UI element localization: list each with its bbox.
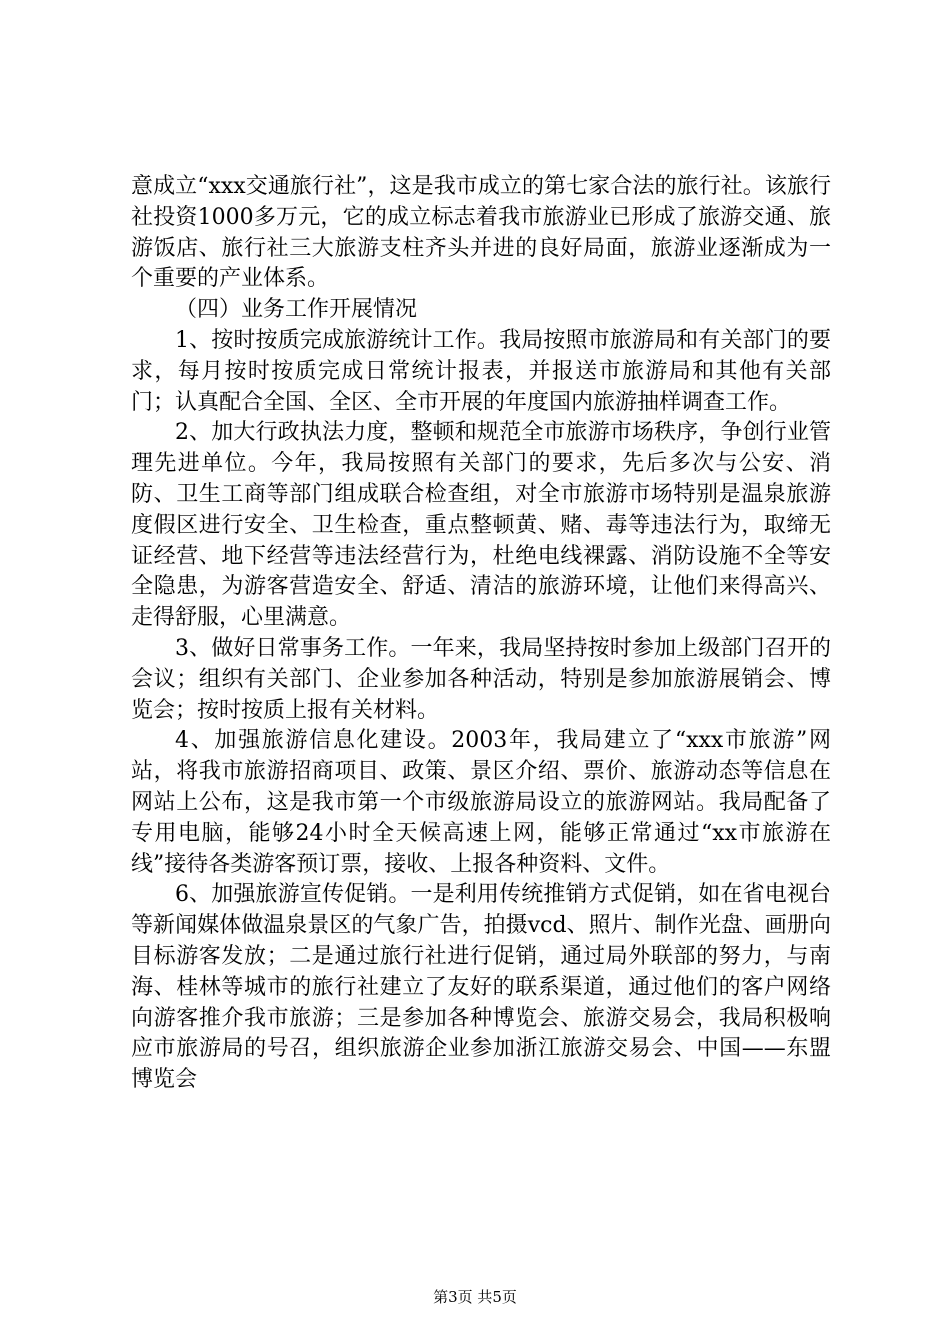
page-footer: 第3页 共5页 <box>433 1288 517 1306</box>
section-heading: （四）业务工作开展情况 <box>175 297 418 323</box>
paragraph-item-4: 4、加强旅游信息化建设。2003年，我局建立了“xxx市旅游”网站，将我市旅游招商项目、政策、景区介绍、票价、旅游动态等信息在网站上公布，这是我市第一个市级旅游局设立的旅游网站。我局配备了专用电脑，能够24小时全天候高速上网，能够正常通过“xx市旅游在线”接待各类游客预订票，接收、上报各种资料、文件。 <box>131 728 831 877</box>
paragraph-item-2: 2、加大行政执法力度，整顿和规范全市旅游市场秩序，争创行业管理先进单位。今年，我局按照有关部门的要求，先后多次与公安、消防、卫生工商等部门组成联合检查组，对全市旅游市场特别是温泉旅游度假区进行安全、卫生检查，重点整顿黄、赌、毒等违法行为，取缔无证经营、地下经营等违法经营行为，杜绝电线裸露、消防设施不全等安全隐患，为游客营造安全、舒适、清洁的旅游环境，让他们来得高兴、走得舒服，心里满意。 <box>131 420 831 631</box>
paragraph-item-6: 6、加强旅游宣传促销。一是利用传统推销方式促销，如在省电视台等新闻媒体做温泉景区的气象广告，拍摄vcd、照片、制作光盘、画册向目标游客发放；二是通过旅行社进行促销，通过局外联部的努力，与南海、桂林等城市的旅行社建立了友好的联系渠道，通过他们的客户网络向游客推介我市旅游；三是参加各种博览会、旅游交易会，我局积极响应市旅游局的号召，组织旅游企业参加浙江旅游交易会、中国——东盟博览会 <box>131 882 831 1093</box>
document-body <box>131 172 831 1096</box>
paragraph-continuation: 意成立“xxx交通旅行社”，这是我市成立的第七家合法的旅行社。该旅行社投资1000多万元，它的成立标志着我市旅游业已形成了旅游交通、旅游饭店、旅行社三大旅游支柱齐头并进的良好局面，旅游业逐渐成为一个重要的产业体系。 <box>131 174 831 292</box>
paragraph-item-1: 1、按时按质完成旅游统计工作。我局按照市旅游局和有关部门的要求，每月按时按质完成日常统计报表，并报送市旅游局和其他有关部门；认真配合全国、全区、全市开展的年度国内旅游抽样调查工作。 <box>131 327 831 415</box>
paragraph-item-3: 3、做好日常事务工作。一年来，我局坚持按时参加上级部门召开的会议；组织有关部门、企业参加各种活动，特别是参加旅游展销会、博览会；按时按质上报有关材料。 <box>131 635 831 723</box>
